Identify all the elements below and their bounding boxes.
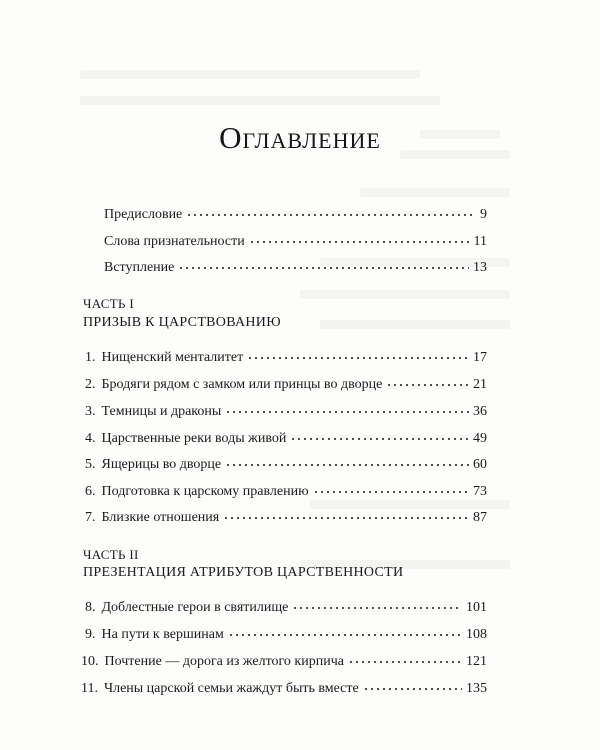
toc-entry-number: 2. bbox=[85, 377, 96, 392]
toc-entry-page: 73 bbox=[473, 484, 487, 499]
toc-entry-chapter-3[interactable] bbox=[85, 403, 487, 421]
dot-leader bbox=[225, 463, 469, 467]
toc-entry-number: 1. bbox=[85, 350, 96, 365]
toc-entry-label: Бродяги рядом с замком или принцы во дворце bbox=[101, 377, 383, 392]
toc-entry-page: 121 bbox=[466, 654, 487, 669]
toc-entry-page: 87 bbox=[473, 510, 487, 525]
toc-entry-label: Нищенский менталитет bbox=[101, 350, 244, 365]
part-2-title: ПРЕЗЕНТАЦИЯ АТРИБУТОВ ЦАРСТВЕННОСТИ bbox=[83, 565, 404, 580]
dot-leader bbox=[290, 437, 469, 441]
toc-entry-label: Подготовка к царскому правлению bbox=[101, 484, 309, 499]
toc-entry-chapter-6[interactable] bbox=[85, 483, 487, 501]
toc-entry-number: 3. bbox=[85, 404, 96, 419]
dot-leader bbox=[386, 383, 469, 387]
toc-entry-page: 108 bbox=[466, 627, 487, 642]
toc-entry-acknowledgements[interactable] bbox=[104, 233, 487, 251]
toc-entry-chapter-7[interactable] bbox=[85, 509, 487, 527]
toc-entry-label: Доблестные герои в святилище bbox=[101, 600, 289, 615]
toc-entry-number: 6. bbox=[85, 484, 96, 499]
toc-entry-chapter-10[interactable] bbox=[81, 653, 487, 671]
dot-leader bbox=[228, 633, 462, 637]
dot-leader bbox=[247, 356, 469, 360]
toc-entry-page: 17 bbox=[473, 350, 487, 365]
toc-entry-label: Темницы и драконы bbox=[101, 404, 222, 419]
dot-leader bbox=[225, 410, 469, 414]
dot-leader bbox=[178, 266, 469, 270]
toc-entry-number: 5. bbox=[85, 457, 96, 472]
toc-entry-number: 8. bbox=[85, 600, 96, 615]
toc-entry-page: 36 bbox=[473, 404, 487, 419]
toc-entry-chapter-8[interactable] bbox=[85, 599, 487, 617]
toc-entry-page: 135 bbox=[466, 681, 487, 696]
part-1-title: ПРИЗЫВ К ЦАРСТВОВАНИЮ bbox=[83, 315, 281, 330]
dot-leader bbox=[249, 240, 470, 244]
toc-entry-number: 7. bbox=[85, 510, 96, 525]
dot-leader bbox=[363, 687, 462, 691]
toc-entry-label: Слова признательности bbox=[104, 234, 245, 249]
dot-leader bbox=[186, 213, 476, 217]
part-2-heading: ЧАСТЬ II bbox=[83, 547, 139, 562]
page-title: Оглавление bbox=[219, 120, 381, 155]
toc-entry-label: Вступление bbox=[104, 260, 175, 275]
toc-entry-number: 10. bbox=[81, 654, 99, 669]
toc-entry-chapter-1[interactable] bbox=[85, 349, 487, 367]
toc-entry-preface[interactable] bbox=[104, 206, 487, 224]
dot-leader bbox=[292, 606, 462, 610]
toc-entry-number: 9. bbox=[85, 627, 96, 642]
toc-entry-chapter-11[interactable] bbox=[81, 680, 487, 698]
toc-entry-chapter-2[interactable] bbox=[85, 376, 487, 394]
toc-entry-label: Близкие отношения bbox=[101, 510, 220, 525]
toc-entry-page: 9 bbox=[480, 207, 487, 222]
toc-entry-chapter-9[interactable] bbox=[85, 626, 487, 644]
toc-entry-page: 49 bbox=[473, 431, 487, 446]
toc-entry-label: Почтение — дорога из желтого кирпича bbox=[104, 654, 344, 669]
toc-entry-introduction[interactable] bbox=[104, 259, 487, 277]
toc-entry-chapter-4[interactable] bbox=[85, 430, 487, 448]
toc-entry-chapter-5[interactable] bbox=[85, 456, 487, 474]
toc-entry-page: 101 bbox=[466, 600, 487, 615]
toc-entry-number: 11. bbox=[81, 681, 98, 696]
dot-leader bbox=[313, 490, 469, 494]
dot-leader bbox=[223, 516, 469, 520]
toc-entry-label: Царственные реки воды живой bbox=[101, 431, 287, 446]
toc-entry-label: Члены царской семьи жаждут быть вместе bbox=[103, 681, 359, 696]
part-1-heading: ЧАСТЬ I bbox=[83, 296, 134, 311]
toc-entry-page: 21 bbox=[473, 377, 487, 392]
toc-entry-label: Ящерицы во дворце bbox=[101, 457, 222, 472]
toc-entry-label: На пути к вершинам bbox=[101, 627, 224, 642]
toc-entry-page: 11 bbox=[473, 234, 487, 249]
toc-entry-page: 60 bbox=[473, 457, 487, 472]
dot-leader bbox=[348, 660, 462, 664]
toc-entry-page: 13 bbox=[473, 260, 487, 275]
toc-entry-number: 4. bbox=[85, 431, 96, 446]
toc-entry-label: Предисловие bbox=[104, 207, 183, 222]
